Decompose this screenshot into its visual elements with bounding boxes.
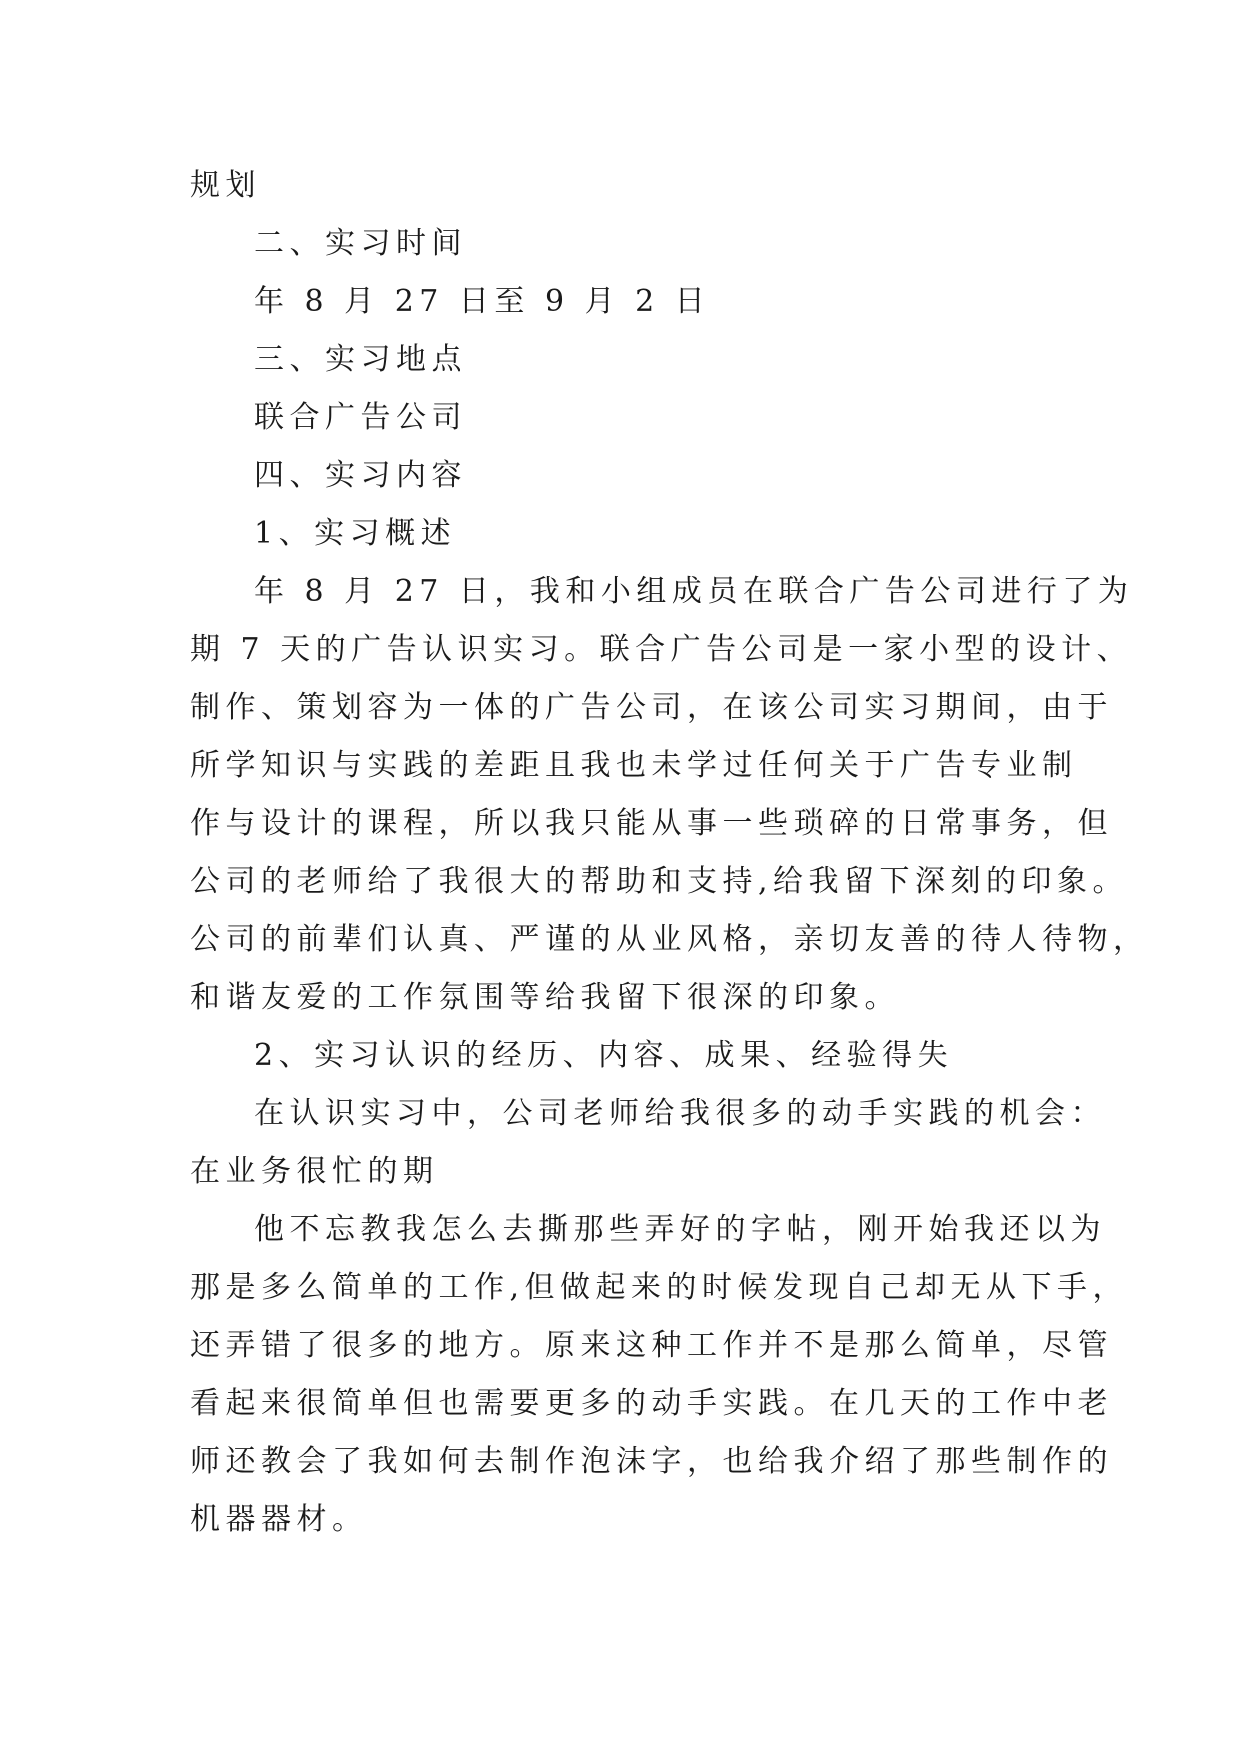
section-heading-time: 二、实习时间 xyxy=(254,226,467,261)
paragraph-line: 还弄错了很多的地方。原来这种工作并不是那么简单，尽管 xyxy=(190,1328,1113,1363)
paragraph-line: 机器器材。 xyxy=(190,1502,368,1537)
paragraph-line: 他不忘教我怎么去撕那些弄好的字帖，刚开始我还以为 xyxy=(254,1212,1106,1247)
paragraph-line: 和谐友爱的工作氛围等给我留下很深的印象。 xyxy=(190,980,900,1015)
paragraph-line: 在认识实习中，公司老师给我很多的动手实践的机会： xyxy=(254,1096,1106,1131)
paragraph-line: 那是多么简单的工作,但做起来的时候发现自己却无从下手， xyxy=(190,1270,1129,1305)
subsection-heading-experience: 2、实习认识的经历、内容、成果、经验得失 xyxy=(254,1038,954,1073)
document-body xyxy=(190,157,1149,1549)
internship-dates: 年 8 月 27 日至 9 月 2 日 xyxy=(254,284,711,319)
paragraph-line: 所学知识与实践的差距且我也未学过任何关于广告专业制 xyxy=(190,748,1078,783)
paragraph-line: 公司的前辈们认真、严谨的从业风格，亲切友善的待人待物， xyxy=(190,922,1149,957)
paragraph-line: 在业务很忙的期 xyxy=(190,1154,439,1189)
section-heading-content: 四、实习内容 xyxy=(254,458,467,493)
paragraph-line: 作与设计的课程，所以我只能从事一些琐碎的日常事务，但 xyxy=(190,806,1113,841)
paragraph-line: 年 8 月 27 日，我和小组成员在联合广告公司进行了为 xyxy=(254,574,1134,609)
internship-location: 联合广告公司 xyxy=(254,400,467,435)
paragraph-line: 公司的老师给了我很大的帮助和支持,给我留下深刻的印象。 xyxy=(190,864,1129,899)
paragraph-line: 期 7 天的广告认识实习。联合广告公司是一家小型的设计、 xyxy=(190,632,1133,667)
paragraph-line: 看起来很简单但也需要更多的动手实践。在几天的工作中老 xyxy=(190,1386,1113,1421)
paragraph-line: 制作、策划容为一体的广告公司，在该公司实习期间，由于 xyxy=(190,690,1113,725)
paragraph-line: 师还教会了我如何去制作泡沫字，也给我介绍了那些制作的 xyxy=(190,1444,1113,1479)
section-heading-location: 三、实习地点 xyxy=(254,342,467,377)
text-line: 规划 xyxy=(190,168,261,203)
subsection-heading-overview: 1、实习概述 xyxy=(254,516,457,551)
